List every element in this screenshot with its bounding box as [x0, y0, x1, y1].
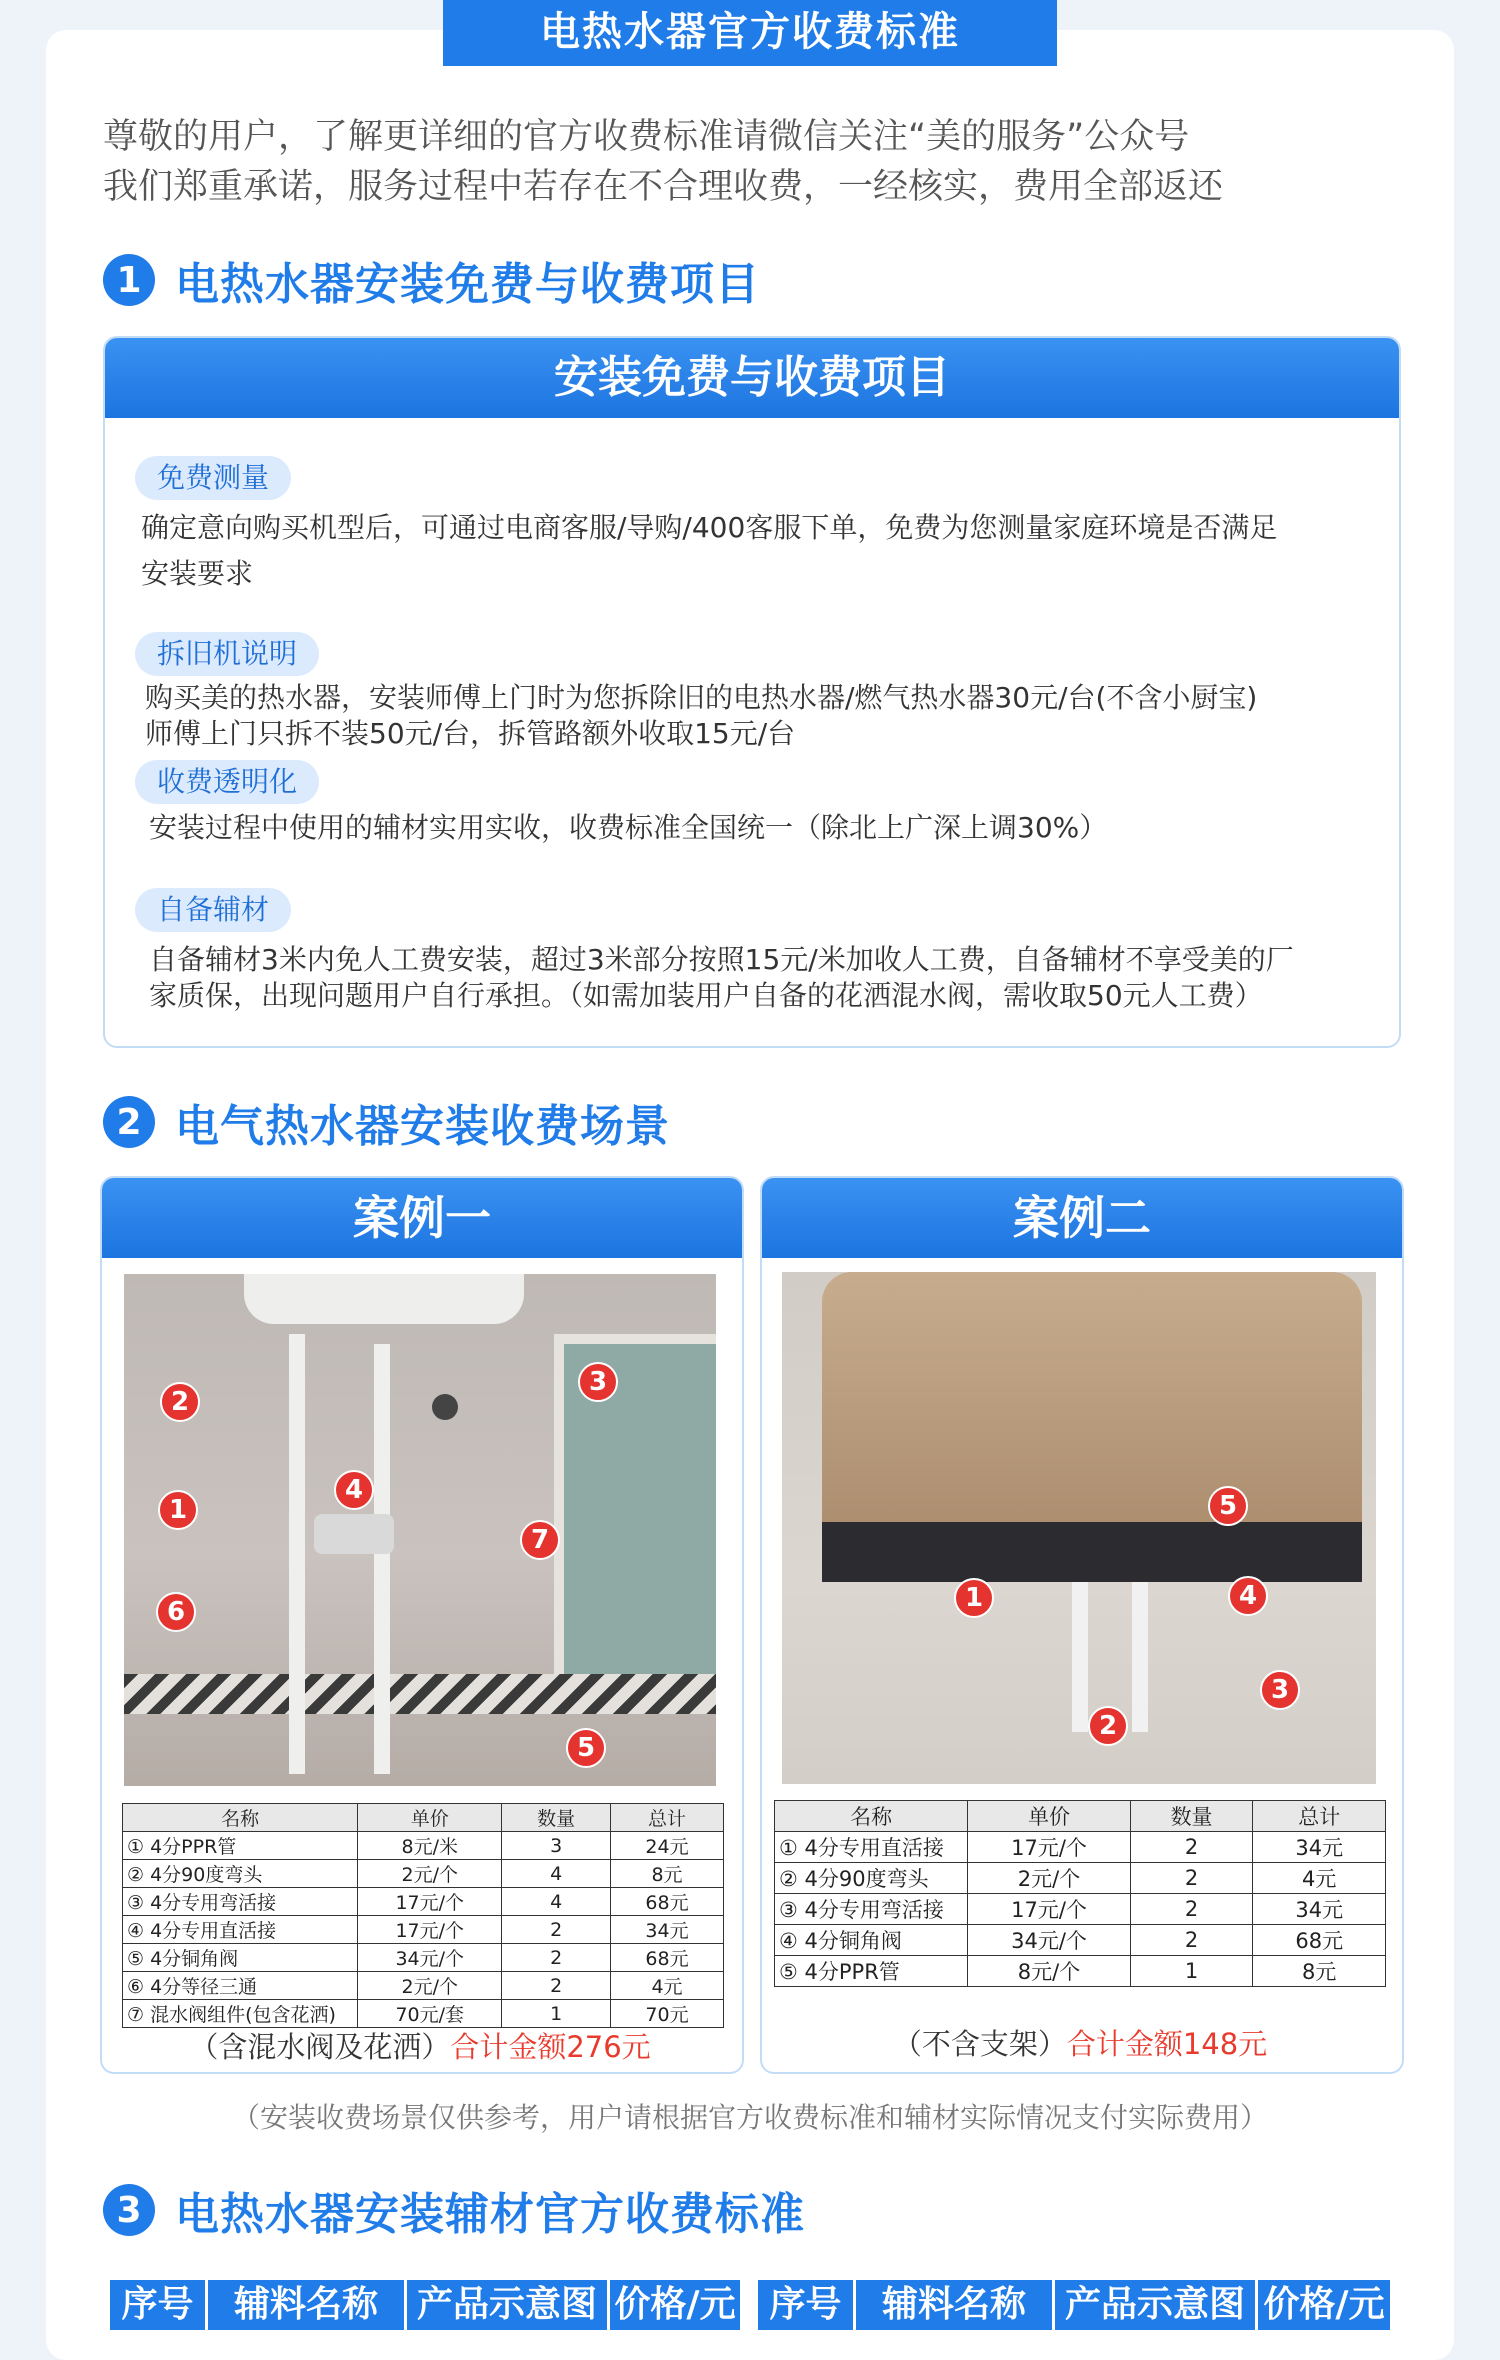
cell-name: ③ 4分专用弯活接 — [775, 1894, 968, 1925]
cell-price: 34元/个 — [968, 1925, 1130, 1956]
page-title: 电热水器官方收费标准 — [443, 0, 1057, 66]
table-row — [123, 1916, 724, 1944]
case-1-total: 合计金额276元 — [450, 2030, 651, 2064]
section-1-number: 1 — [103, 254, 155, 306]
case-2-total: 合计金额148元 — [1066, 2027, 1268, 2061]
pipe-shape-1 — [289, 1334, 305, 1774]
footnote: （安装收费场景仅供参考，用户请根据官方收费标准和辅材实际情况支付实际费用） — [231, 2101, 1268, 2134]
cell-name: ⑥ 4分等径三通 — [123, 1972, 358, 2000]
table-row — [123, 1888, 724, 1916]
tag-free-measure: 免费测量 — [135, 456, 291, 500]
cell-qty: 2 — [502, 1944, 611, 1972]
cell-price: 8元/个 — [968, 1956, 1130, 1987]
section-2-heading — [103, 1092, 670, 1152]
cell-price: 34元/个 — [358, 1944, 502, 1972]
marker-1: 1 — [954, 1578, 994, 1618]
intro-line-2: 我们郑重承诺，服务过程中若存在不合理收费，一经核实，费用全部返还 — [103, 167, 1224, 207]
std-col-index-1: 序号 — [110, 2280, 208, 2330]
marker-4: 4 — [334, 1470, 374, 1510]
cell-price: 2元/个 — [968, 1863, 1130, 1894]
shower-head-shape — [432, 1394, 458, 1420]
table-row — [123, 1972, 724, 2000]
old-removal-text-1: 购买美的热水器，安装师傅上门时为您拆除旧的电热水器/燃气热水器30元/台(不含小厨宝) — [145, 681, 1258, 714]
cell-total: 4元 — [611, 1972, 724, 2000]
marker-3: 3 — [578, 1362, 618, 1402]
case-2-note: （不含支架） — [892, 2027, 1067, 2061]
tile-border-shape — [124, 1674, 716, 1714]
section-2-title: 电气热水器安装收费场景 — [175, 1101, 670, 1152]
water-heater-shape — [244, 1274, 524, 1324]
own-materials-text-1: 自备辅材3米内免人工费安装，超过3米部分按照15元/米加收人工费，自备辅材不享受美的厂 — [149, 943, 1294, 976]
cell-name: ⑤ 4分PPR管 — [775, 1956, 968, 1987]
cell-total: 24元 — [611, 1832, 724, 1860]
cell-price: 17元/个 — [968, 1832, 1130, 1863]
std-col-image-2: 产品示意图 — [1055, 2280, 1258, 2330]
cell-name: ④ 4分专用直活接 — [123, 1916, 358, 1944]
cell-price: 2元/个 — [358, 1860, 502, 1888]
case-1-summary — [100, 2025, 740, 2066]
cell-qty: 2 — [1130, 1894, 1253, 1925]
table-row — [775, 1894, 1386, 1925]
transparent-fees-text: 安装过程中使用的辅材实用实收，收费标准全国统一（除北上广深上调30%） — [149, 811, 1108, 844]
marker-1: 1 — [158, 1490, 198, 1530]
cell-name: ④ 4分铜角阀 — [775, 1925, 968, 1956]
tag-own-materials: 自备辅材 — [135, 888, 291, 932]
cell-total: 70元 — [611, 2000, 724, 2028]
section-3-heading — [103, 2180, 805, 2240]
fee-items-box — [103, 336, 1401, 1048]
case-1-title: 案例一 — [102, 1178, 742, 1258]
case-2-title: 案例二 — [762, 1178, 1402, 1258]
col-name: 名称 — [775, 1801, 968, 1832]
cell-price: 2元/个 — [358, 1972, 502, 2000]
std-col-price-1: 价格/元 — [610, 2280, 743, 2330]
table-row — [775, 1863, 1386, 1894]
cell-qty: 1 — [1130, 1956, 1253, 1987]
cell-qty: 4 — [502, 1860, 611, 1888]
table-row — [775, 1956, 1386, 1987]
cell-name: ② 4分90度弯头 — [775, 1863, 968, 1894]
cell-total: 8元 — [611, 1860, 724, 1888]
cell-qty: 2 — [502, 1916, 611, 1944]
marker-4: 4 — [1228, 1576, 1268, 1616]
table-row — [775, 1925, 1386, 1956]
tag-transparent-fees: 收费透明化 — [135, 760, 319, 804]
cell-qty: 1 — [502, 2000, 611, 2028]
table-row — [123, 1860, 724, 1888]
std-col-material-2: 辅料名称 — [856, 2280, 1055, 2330]
intro-line-1: 尊敬的用户，了解更详细的官方收费标准请微信关注“美的服务”公众号 — [103, 117, 1190, 157]
cell-price: 8元/米 — [358, 1832, 502, 1860]
intro-text — [103, 112, 1403, 212]
marker-7: 7 — [520, 1520, 560, 1560]
cell-price: 17元/个 — [358, 1888, 502, 1916]
cell-total: 68元 — [1253, 1925, 1386, 1956]
std-col-image-1: 产品示意图 — [407, 2280, 610, 2330]
cell-name: ③ 4分专用弯活接 — [123, 1888, 358, 1916]
cell-total: 8元 — [1253, 1956, 1386, 1987]
table-row — [123, 1944, 724, 1972]
col-quantity: 数量 — [1130, 1801, 1253, 1832]
col-name: 名称 — [123, 1804, 358, 1832]
marker-5: 5 — [1208, 1486, 1248, 1526]
own-materials-text-2: 家质保，出现问题用户自行承担。（如需加装用户自备的花洒混水阀，需收取50元人工费） — [149, 979, 1263, 1012]
col-total: 总计 — [1253, 1801, 1386, 1832]
section-1-heading — [103, 250, 760, 310]
case-2-photo — [782, 1272, 1376, 1784]
free-measure-text-1: 确定意向购买机型后，可通过电商客服/导购/400客服下单，免费为您测量家庭环境是否满足 — [141, 511, 1278, 544]
cell-name: ⑤ 4分铜角阀 — [123, 1944, 358, 1972]
marker-3: 3 — [1260, 1670, 1300, 1710]
std-col-index-2: 序号 — [758, 2280, 856, 2330]
cell-price: 17元/个 — [358, 1916, 502, 1944]
marker-5: 5 — [566, 1728, 606, 1768]
cell-total: 34元 — [611, 1916, 724, 1944]
cell-price: 70元/套 — [358, 2000, 502, 2028]
cell-qty: 2 — [1130, 1832, 1253, 1863]
mixing-valve-shape — [314, 1514, 394, 1554]
case-1-table — [122, 1803, 724, 2028]
fee-box-title: 安装免费与收费项目 — [105, 338, 1399, 418]
cell-total: 68元 — [611, 1888, 724, 1916]
pipe-shape-a — [1072, 1582, 1088, 1732]
case-2-table — [774, 1800, 1386, 1987]
table-row — [123, 1832, 724, 1860]
section-1-title: 电热水器安装免费与收费项目 — [175, 259, 760, 310]
cell-total: 34元 — [1253, 1832, 1386, 1863]
case-1-photo — [124, 1274, 716, 1786]
cell-price: 17元/个 — [968, 1894, 1130, 1925]
cell-name: ① 4分专用直活接 — [775, 1832, 968, 1863]
cell-qty: 3 — [502, 1832, 611, 1860]
pipe-shape-2 — [374, 1344, 390, 1774]
marker-2: 2 — [160, 1382, 200, 1422]
cell-total: 68元 — [611, 1944, 724, 1972]
section-3-number: 3 — [103, 2184, 155, 2236]
control-panel-shape — [822, 1522, 1362, 1582]
table-row — [775, 1832, 1386, 1863]
cell-qty: 2 — [1130, 1925, 1253, 1956]
cell-name: ② 4分90度弯头 — [123, 1860, 358, 1888]
cell-name: ① 4分PPR管 — [123, 1832, 358, 1860]
section-3-title: 电热水器安装辅材官方收费标准 — [175, 2189, 805, 2240]
col-total: 总计 — [611, 1804, 724, 1832]
old-removal-text-2: 师傅上门只拆不装50元/台，拆管路额外收取15元/台 — [145, 717, 796, 750]
std-col-material-1: 辅料名称 — [208, 2280, 407, 2330]
table-row — [123, 2000, 724, 2028]
water-heater-body-shape — [822, 1272, 1362, 1522]
free-measure-text-2: 安装要求 — [141, 557, 254, 590]
cell-total: 4元 — [1253, 1863, 1386, 1894]
col-unit-price: 单价 — [968, 1801, 1130, 1832]
cell-total: 34元 — [1253, 1894, 1386, 1925]
marker-2: 2 — [1088, 1706, 1128, 1746]
cell-name: ⑦ 混水阀组件(包含花洒) — [123, 2000, 358, 2028]
cell-qty: 4 — [502, 1888, 611, 1916]
case-2-summary — [760, 2022, 1400, 2063]
col-quantity: 数量 — [502, 1804, 611, 1832]
cell-qty: 2 — [502, 1972, 611, 2000]
tag-old-removal: 拆旧机说明 — [135, 632, 319, 676]
std-col-price-2: 价格/元 — [1258, 2280, 1393, 2330]
marker-6: 6 — [156, 1592, 196, 1632]
case-1-note: （含混水阀及花洒） — [189, 2030, 451, 2064]
section-2-number: 2 — [103, 1096, 155, 1148]
pipe-shape-b — [1132, 1582, 1148, 1732]
cell-qty: 2 — [1130, 1863, 1253, 1894]
col-unit-price: 单价 — [358, 1804, 502, 1832]
